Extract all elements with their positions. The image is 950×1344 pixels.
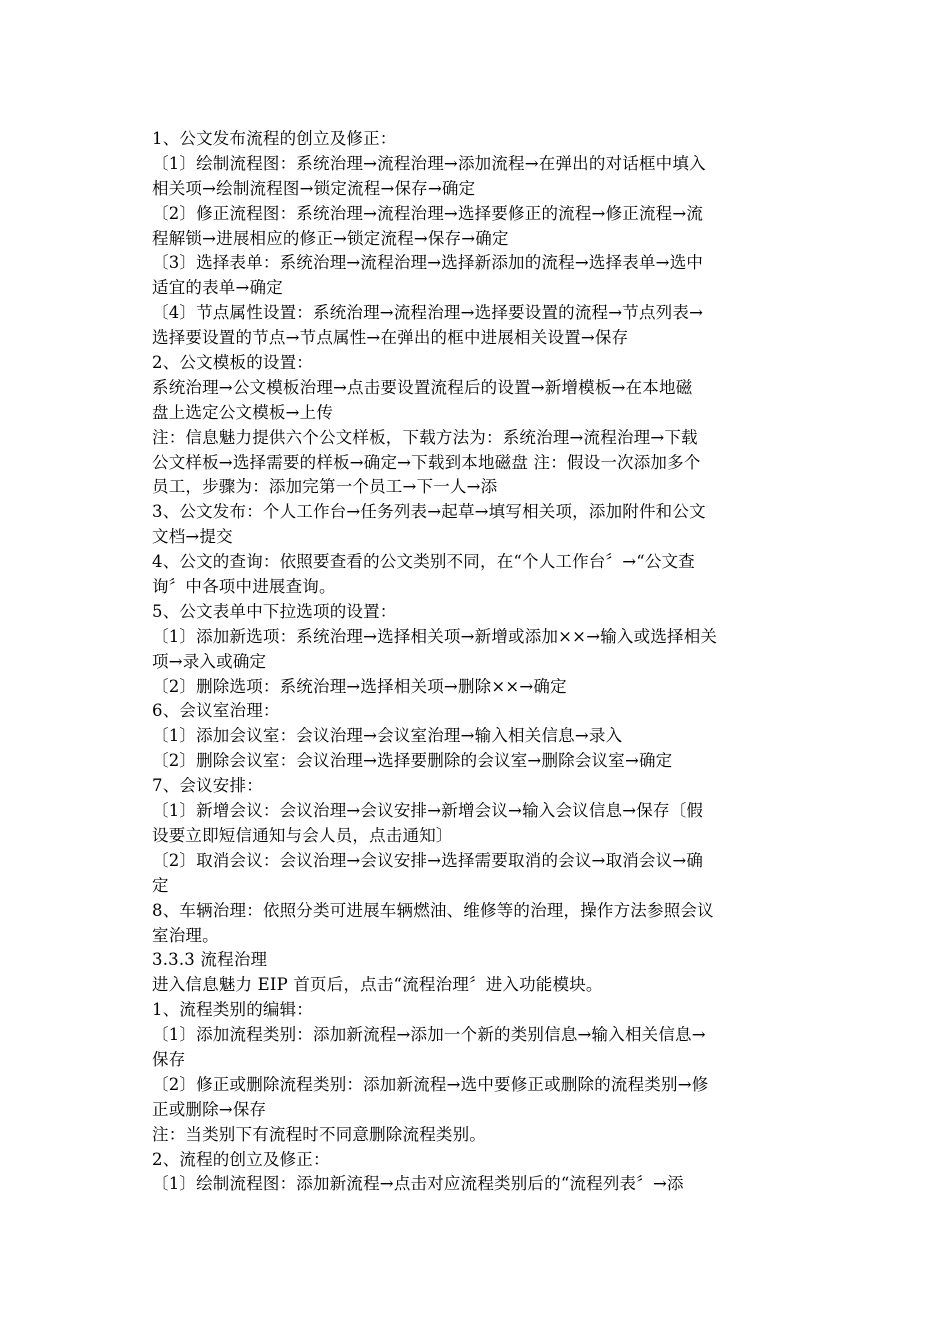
text-line: 〔2〕删除会议室：会议治理→选择要删除的会议室→删除会议室→确定 <box>152 751 673 771</box>
text-line: 定 <box>152 875 169 895</box>
heading-6: 6、会议室治理： <box>152 701 280 721</box>
heading-2: 2、流程的创立及修正： <box>152 1149 330 1169</box>
text-line: 〔2〕修正或删除流程类别：添加新流程→选中要修正或删除的流程类别→修 <box>152 1074 709 1094</box>
text-line: 正或删除→保存 <box>152 1099 267 1119</box>
text-line: 保存 <box>152 1049 186 1069</box>
text-line: 〔1〕绘制流程图：系统治理→流程治理→添加流程→在弹出的对话框中填入 <box>152 153 706 173</box>
note-line: 注：当类别下有流程时不同意删除流程类别。 <box>152 1124 486 1144</box>
text-line: 室治理。 <box>152 925 219 945</box>
text-line: 〔1〕添加会议室：会议治理→会议室治理→输入相关信息→录入 <box>152 726 623 746</box>
heading-2: 2、公文模板的设置： <box>152 353 313 373</box>
heading-8: 8、车辆治理：依照分类可进展车辆燃油、维修等的治理，操作方法参照会议 <box>152 900 714 920</box>
heading-7: 7、会议安排： <box>152 776 263 796</box>
text-line: 〔4〕节点属性设置：系统治理→流程治理→选择要设置的流程→节点列表→ <box>152 303 704 323</box>
text-line: 〔2〕删除选项：系统治理→选择相关项→删除××→确定 <box>152 676 567 696</box>
text-line: 〔2〕取消会议：会议治理→会议安排→选择需要取消的会议→取消会议→确 <box>152 850 704 870</box>
text-line: 选择要设置的节点→节点属性→在弹出的框中进展相关设置→保存 <box>152 328 629 348</box>
document-body <box>152 127 802 1197</box>
heading-1: 1、流程类别的编辑： <box>152 1000 313 1020</box>
text-line: 〔1〕添加流程类别：添加新流程→添加一个新的类别信息→输入相关信息→ <box>152 1025 706 1045</box>
heading-1: 1、公文发布流程的创立及修正： <box>152 129 397 148</box>
text-line: 询〞中各项中进展查询。 <box>152 577 336 597</box>
heading-3: 3、公文发布：个人工作台→任务列表→起草→填写相关项，添加附件和公文 <box>152 502 706 522</box>
note-line: 员工，步骤为：添加完第一个员工→下一人→添 <box>152 477 498 497</box>
text-line: 盘上选定公文模板→上传 <box>152 402 334 422</box>
text-line: 〔1〕绘制流程图：添加新流程→点击对应流程类别后的“流程列表〞→添 <box>152 1174 684 1194</box>
text-line: 〔2〕修正流程图：系统治理→流程治理→选择要修正的流程→修正流程→流 <box>152 203 704 223</box>
text-line: 适宜的表单→确定 <box>152 278 283 298</box>
text-line: 文档→提交 <box>152 527 233 547</box>
heading-5: 5、公文表单中下拉选项的设置： <box>152 601 397 621</box>
note-line: 公文样板→选择需要的样板→确定→下载到本地磁盘 注：假设一次添加多个 <box>152 452 701 472</box>
text-line: 〔3〕选择表单：系统治理→流程治理→选择新添加的流程→选择表单→选中 <box>152 253 704 273</box>
text-line: 进入信息魅力 EIP 首页后，点击“流程治理〞进入功能模块。 <box>152 975 603 995</box>
note-line: 注：信息魅力提供六个公文样板，下载方法为：系统治理→流程治理→下载 <box>152 427 698 447</box>
text-line: 程解锁→进展相应的修正→锁定流程→保存→确定 <box>152 228 509 248</box>
text-line: 〔1〕新增会议：会议治理→会议安排→新增会议→输入会议信息→保存〔假 <box>152 801 704 821</box>
text-line: 项→录入或确定 <box>152 651 267 671</box>
section-heading: 3.3.3 流程治理 <box>152 950 268 970</box>
text-line: 〔1〕添加新选项：系统治理→选择相关项→新增或添加××→输入或选择相关 <box>152 626 718 646</box>
heading-4: 4、公文的查询：依照要查看的公文类别不同，在“个人工作台〞→“公文查 <box>152 552 695 572</box>
text-line: 相关项→绘制流程图→锁定流程→保存→确定 <box>152 178 476 198</box>
text-line: 设要立即短信通知与会人员，点击通知〕 <box>152 825 453 845</box>
text-line: 系统治理→公文模板治理→点击要设置流程后的设置→新增模板→在本地磁 <box>152 377 693 397</box>
